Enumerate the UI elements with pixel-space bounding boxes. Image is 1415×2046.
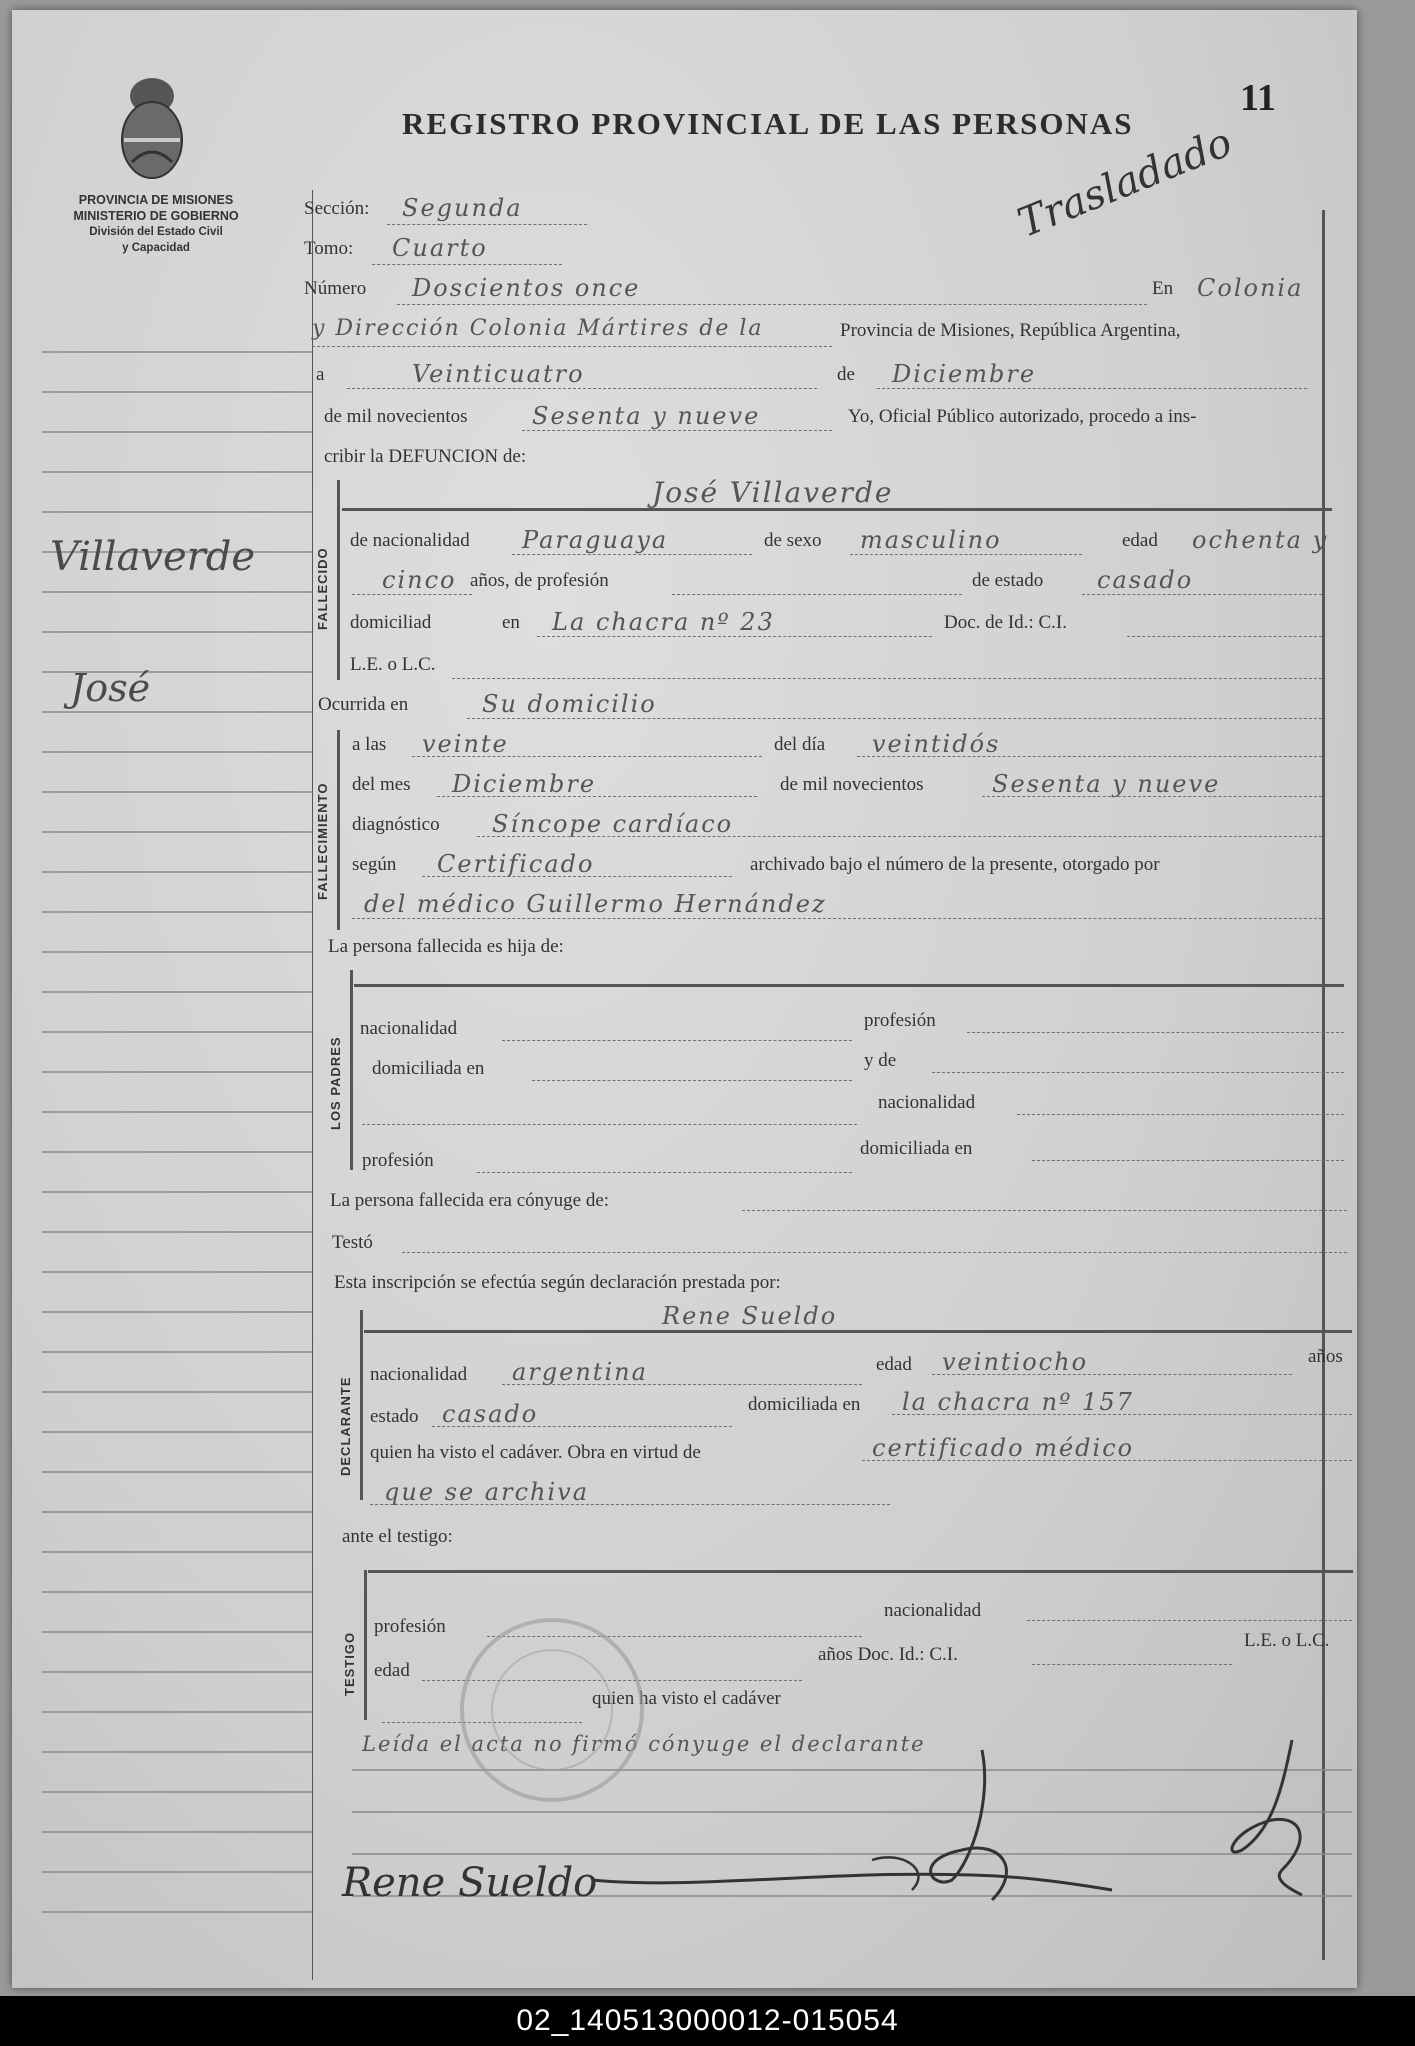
a-label: a <box>316 364 325 385</box>
declarante-edad-value: veintiocho <box>942 1348 1089 1376</box>
numero-label: Número <box>304 278 367 299</box>
declarante-estado-label: estado <box>370 1406 419 1427</box>
margin-surname: Villaverde <box>50 534 256 580</box>
del-dia-value: veintidós <box>872 730 1001 758</box>
edad-label: edad <box>1122 530 1158 551</box>
mes-value: Diciembre <box>892 360 1037 388</box>
en-value-cont: y Dirección Colonia Mártires de la <box>312 316 764 341</box>
sexo-label: de sexo <box>764 530 822 551</box>
nombre-value: José Villaverde <box>652 476 894 509</box>
side-label-testigo: TESTIGO <box>342 1631 357 1696</box>
testigo-profesion-label: profesión <box>374 1616 446 1637</box>
declarante-domicilio-value: la chacra nº 157 <box>902 1388 1134 1416</box>
doc-label: Doc. de Id.: C.I. <box>944 612 1067 633</box>
estado-label: de estado <box>972 570 1044 591</box>
division-label-1: División del Estado Civil <box>89 226 223 238</box>
padre-y-de-label: y de <box>864 1050 897 1071</box>
conyuge-label: La persona fallecida era cónyuge de: <box>330 1190 610 1211</box>
margin-given-name: José <box>70 666 151 710</box>
del-dia-label: del día <box>774 734 826 755</box>
sexo-value: masculino <box>860 526 1002 554</box>
seccion-label: Sección: <box>304 198 370 219</box>
diagnostico-label: diagnóstico <box>352 814 440 835</box>
declarante-anos-label: años <box>1308 1346 1343 1367</box>
domicilio-value: La chacra nº 23 <box>552 608 775 636</box>
seccion-value: Segunda <box>402 194 523 222</box>
declarante-domiciliada-label: domiciliada en <box>748 1394 861 1415</box>
numero-value: Doscientos once <box>412 274 641 302</box>
edad-value-2: cinco <box>382 566 457 594</box>
anos-profesion-label: años, de profesión <box>470 570 609 591</box>
testigo-edad-label: edad <box>374 1660 410 1681</box>
testo-label: Testó <box>332 1232 373 1253</box>
medico-value: del médico Guillermo Hernández <box>364 890 827 918</box>
witness-signature-icon <box>1212 1730 1332 1900</box>
testigo-quien-label: quien ha visto el cadáver <box>592 1688 781 1709</box>
testigo-le-label: L.E. o L.C. <box>1244 1630 1330 1651</box>
column-divider <box>312 190 313 1980</box>
en-domicilio-label: en <box>502 612 520 633</box>
del-mes-label: del mes <box>352 774 411 795</box>
domiciliad-label: domiciliad <box>350 612 432 633</box>
hija-de-label: La persona fallecida es hija de: <box>328 936 564 957</box>
document-title: REGISTRO PROVINCIAL DE LAS PERSONAS <box>402 106 1134 141</box>
madre-domiciliada-label: domiciliada en <box>860 1138 973 1159</box>
a-las-value: veinte <box>422 730 509 758</box>
division-label-2: y Capacidad <box>122 242 190 254</box>
ano-fall-value: Sesenta y nueve <box>992 770 1221 798</box>
ministry-label: MINISTERIO DE GOBIERNO <box>73 209 239 223</box>
declarante-nacionalidad-value: argentina <box>512 1358 648 1386</box>
declarante-signature: Rene Sueldo <box>342 1860 598 1906</box>
de-mil-label: de mil novecientos <box>324 406 468 427</box>
dia-value: Veinticuatro <box>412 360 585 388</box>
en-label: En <box>1152 278 1174 299</box>
provincia-label: Provincia de Misiones, República Argentina, <box>840 320 1181 341</box>
trasladado-annotation: Trasladado <box>1011 119 1239 247</box>
a-las-label: a las <box>352 734 387 755</box>
tomo-value: Cuarto <box>392 234 488 262</box>
segun-value: Certificado <box>437 850 595 878</box>
segun-label: según <box>352 854 397 875</box>
province-label: PROVINCIA DE MISIONES <box>78 193 234 207</box>
side-label-fallecido: FALLECIDO <box>315 547 330 630</box>
padre-profesion-label: profesión <box>864 1010 936 1031</box>
declarante-edad-label: edad <box>876 1354 912 1375</box>
declarante-obra-value-2: que se archiva <box>384 1478 590 1506</box>
page-number: 11 <box>1240 77 1276 119</box>
declarante-nombre-value: Rene Sueldo <box>662 1302 838 1330</box>
padre-nacionalidad-label: nacionalidad <box>360 1018 458 1039</box>
edad-value: ochenta y <box>1192 526 1329 554</box>
testigo-anos-doc-label: años Doc. Id.: C.I. <box>818 1644 958 1665</box>
testigo-nacionalidad-label: nacionalidad <box>884 1600 982 1621</box>
padre-domiciliada-label: domiciliada en <box>372 1058 485 1079</box>
ante-testigo-label: ante el testigo: <box>342 1526 453 1547</box>
de-label: de <box>837 364 855 385</box>
madre-nacionalidad-label: nacionalidad <box>878 1092 976 1113</box>
del-mes-value: Diciembre <box>452 770 597 798</box>
cribir-label: cribir la DEFUNCION de: <box>324 446 527 467</box>
side-label-padres: LOS PADRES <box>328 1036 343 1130</box>
declarante-estado-value: casado <box>442 1400 539 1428</box>
side-label-declarante: DECLARANTE <box>338 1376 353 1476</box>
nacionalidad-value: Paraguaya <box>522 526 669 554</box>
coat-of-arms-icon <box>112 72 192 184</box>
register-page <box>12 10 1357 1988</box>
right-border <box>1322 210 1325 1960</box>
ocurrida-value: Su domicilio <box>482 690 657 718</box>
stamp-icon <box>442 1610 662 1810</box>
tomo-label: Tomo: <box>304 238 354 259</box>
nacionalidad-label: de nacionalidad <box>350 530 470 551</box>
closing-note: Leída el acta no firmó cónyuge el declarante <box>362 1732 926 1756</box>
ano-value: Sesenta y nueve <box>532 402 761 430</box>
madre-profesion-label: profesión <box>362 1150 434 1171</box>
side-label-fallecimiento: FALLECIMIENTO <box>315 782 330 900</box>
declarante-quien-label: quien ha visto el cadáver. Obra en virtud de <box>370 1442 701 1463</box>
declarante-obra-value: certificado médico <box>872 1434 1135 1462</box>
ocurrida-label: Ocurrida en <box>318 694 409 715</box>
declarante-nacionalidad-label: nacionalidad <box>370 1364 468 1385</box>
estado-value: casado <box>1097 566 1194 594</box>
en-value: Colonia <box>1197 274 1304 302</box>
archivado-label: archivado bajo el número de la presente, otorgado por <box>750 854 1160 875</box>
inscripcion-label: Esta inscripción se efectúa según declaración prestada por: <box>334 1272 781 1293</box>
diagnostico-value: Síncope cardíaco <box>492 810 734 838</box>
image-id-caption: 02_140513000012-015054 <box>0 1996 1415 2046</box>
de-mil-2-label: de mil novecientos <box>780 774 924 795</box>
le-lc-label: L.E. o L.C. <box>350 654 436 675</box>
yo-oficial-label: Yo, Oficial Público autorizado, procedo a ins- <box>848 406 1197 427</box>
